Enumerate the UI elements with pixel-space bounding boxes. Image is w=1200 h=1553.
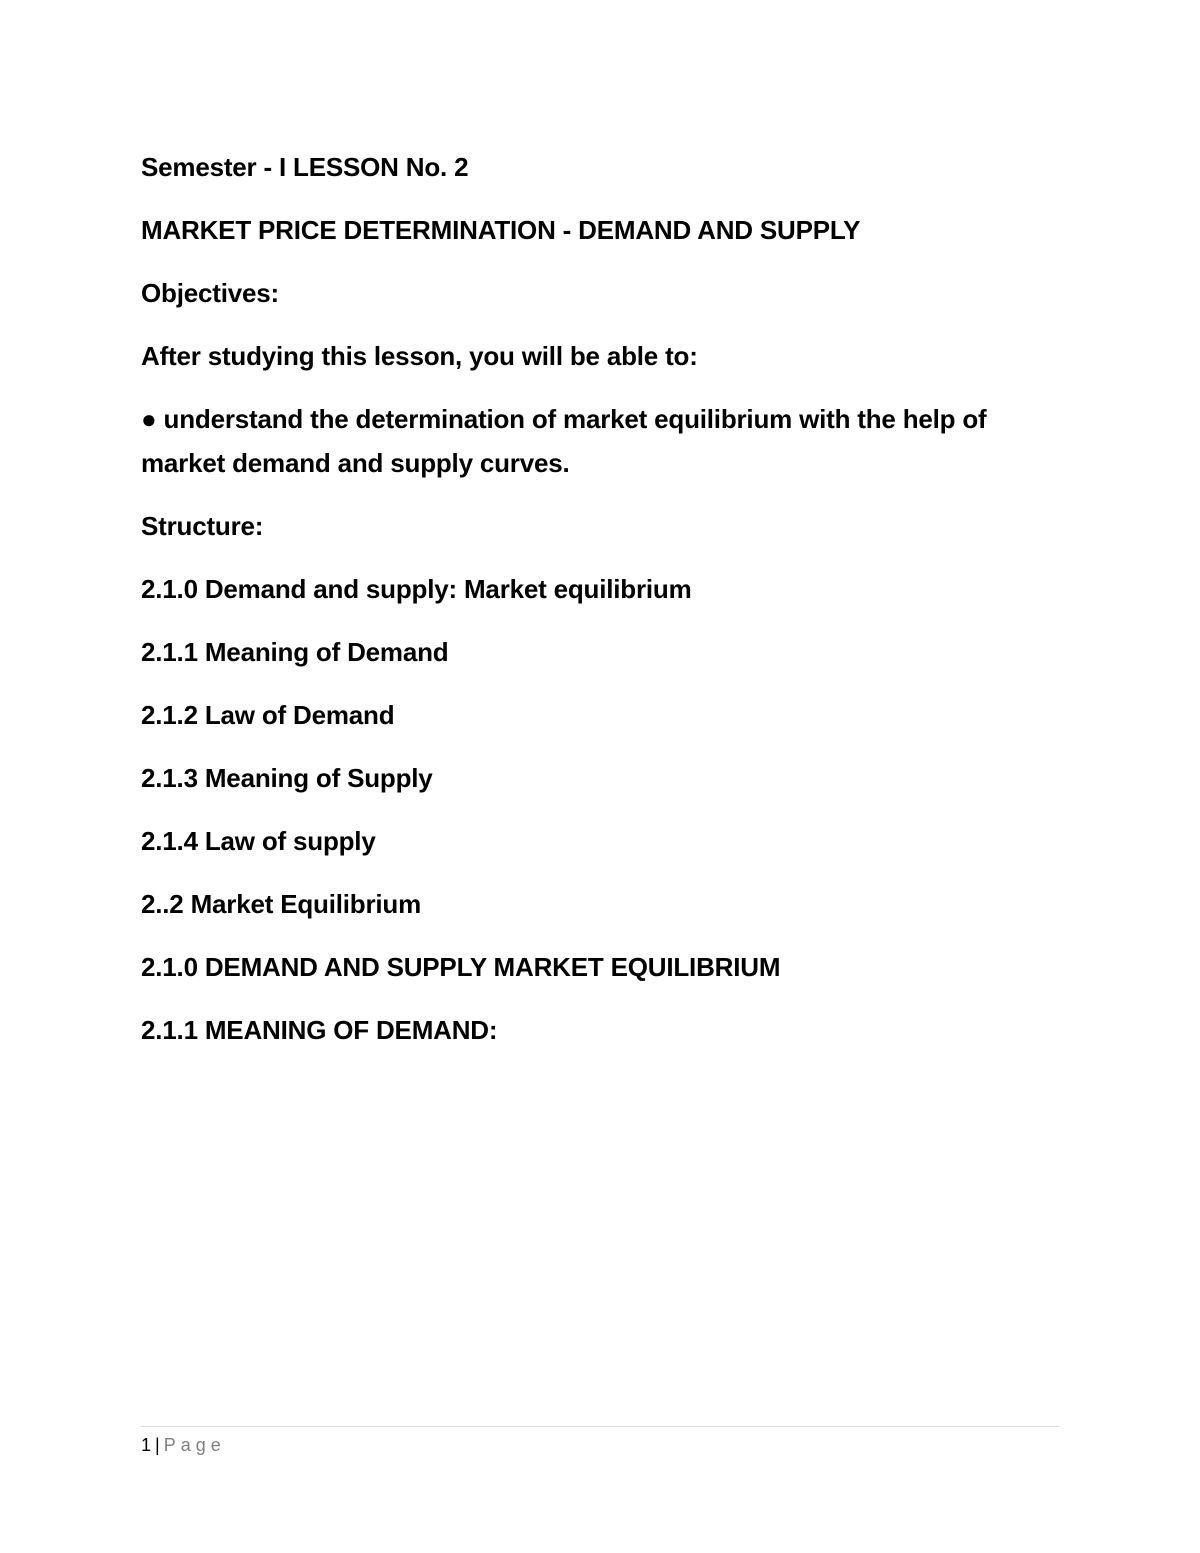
structure-heading: Structure: — [141, 511, 264, 541]
structure-item-2-1-4: 2.1.4 Law of supply — [141, 826, 376, 856]
structure-item-2-1-0: 2.1.0 Demand and supply: Market equilibrium — [141, 574, 692, 604]
objectives-heading: Objectives: — [141, 278, 279, 308]
footer-divider — [141, 1426, 1059, 1427]
section-heading-2-1-0: 2.1.0 DEMAND AND SUPPLY MARKET EQUILIBRIUM — [141, 952, 781, 982]
page-body — [141, 145, 1061, 1071]
structure-item-2-1-2: 2.1.2 Law of Demand — [141, 700, 395, 730]
section-heading-2-1-1: 2.1.1 MEANING OF DEMAND: — [141, 1015, 498, 1045]
page-number: 1 — [141, 1435, 152, 1455]
footer-separator: | — [155, 1435, 160, 1455]
objectives-intro: After studying this lesson, you will be able to: — [141, 341, 698, 371]
structure-item-2-2: 2..2 Market Equilibrium — [141, 889, 422, 919]
lesson-title: MARKET PRICE DETERMINATION - DEMAND AND SUPPLY — [141, 215, 861, 245]
objective-bullet: ● understand the determination of market equilibrium with the help of market demand and supply curves. — [141, 404, 987, 478]
page-footer — [141, 1432, 226, 1458]
structure-item-2-1-1: 2.1.1 Meaning of Demand — [141, 637, 449, 667]
semester-lesson-line: Semester - I LESSON No. 2 — [141, 152, 469, 182]
page-label: Page — [163, 1435, 226, 1455]
structure-item-2-1-3: 2.1.3 Meaning of Supply — [141, 763, 433, 793]
